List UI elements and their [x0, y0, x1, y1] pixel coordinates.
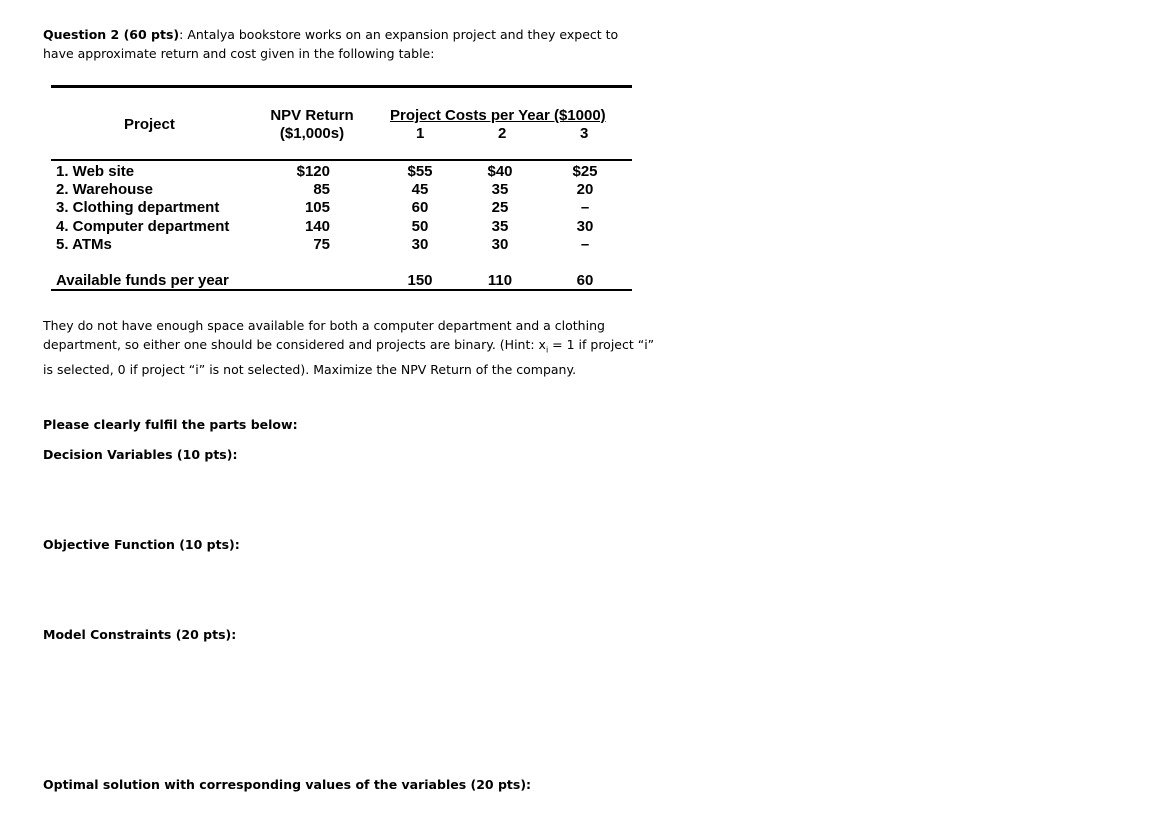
year-label-2: 2	[498, 125, 507, 142]
table-header-rule	[51, 159, 632, 161]
table-top-rule	[51, 85, 632, 88]
cost-value: 30	[411, 235, 429, 253]
paragraph-text-2: = 1 if project “i” is selected, 0 if project “i” is not selected). Maximize the NPV Return of the company.	[43, 337, 655, 377]
decision-variables-heading: Decision Variables (10 pts):	[43, 447, 238, 462]
npv-value: $120	[296, 163, 330, 180]
cost-value: –	[580, 235, 590, 253]
project-names	[56, 163, 229, 254]
npv-value: 105	[304, 199, 330, 217]
question-label: Question 2 (60 pts)	[43, 27, 180, 42]
year-label-3: 3	[580, 125, 589, 142]
instructions-heading: Please clearly fulfil the parts below:	[43, 417, 298, 432]
cost-value: 45	[411, 181, 429, 199]
cost-value: 25	[491, 199, 509, 217]
table-row: 4. Computer department	[56, 217, 230, 235]
cost-value: 20	[576, 181, 594, 199]
model-constraints-heading: Model Constraints (20 pts):	[43, 627, 237, 642]
cost-value: –	[580, 199, 590, 217]
question-intro-text: : Antalya bookstore works on an expansion project and they expect to have approximate return and cost given in the following table:	[43, 27, 619, 61]
npv-column	[270, 163, 330, 254]
question-intro	[43, 25, 643, 63]
header-npv-line2: ($1,000s)	[279, 125, 345, 142]
year2-column	[475, 163, 525, 254]
header-costs: Project Costs per Year ($1000)	[390, 107, 606, 124]
funds-label: Available funds per year	[56, 272, 229, 289]
cost-value: $40	[487, 163, 513, 180]
optimal-solution-heading: Optimal solution with corresponding values of the variables (20 pts):	[43, 777, 532, 792]
cost-value: $55	[407, 163, 433, 180]
cost-value: 35	[491, 181, 509, 199]
cost-value: 30	[491, 235, 509, 253]
table-row: 5. ATMs	[56, 235, 112, 253]
funds-year2: 110	[487, 272, 513, 289]
header-npv-line1: NPV Return	[270, 107, 354, 124]
npv-value: 140	[304, 217, 330, 235]
table-row: 2. Warehouse	[56, 181, 153, 199]
table-bottom-rule	[51, 289, 632, 291]
problem-paragraph	[43, 316, 658, 379]
npv-value: 85	[313, 181, 330, 199]
subscript-i: i	[545, 345, 549, 355]
cost-value: 60	[411, 199, 429, 217]
table-row: 3. Clothing department	[56, 199, 220, 217]
year-label-1: 1	[416, 125, 425, 142]
header-project: Project	[124, 116, 175, 133]
npv-value: 75	[313, 235, 330, 253]
year3-column	[560, 163, 610, 254]
funds-year1: 150	[407, 272, 433, 289]
objective-function-heading: Objective Function (10 pts):	[43, 537, 240, 552]
table-row: 1. Web site	[56, 163, 135, 180]
cost-value: 35	[491, 217, 509, 235]
cost-value: 30	[576, 217, 594, 235]
paragraph-text-1: They do not have enough space available for both a computer department and a clothing department, so either one should be considered and projects are binary. (Hint: x	[43, 318, 605, 352]
header-npv	[262, 107, 362, 143]
funds-year3: 60	[576, 272, 594, 289]
cost-value: 50	[411, 217, 429, 235]
year1-column	[395, 163, 445, 254]
cost-value: $25	[572, 163, 598, 180]
